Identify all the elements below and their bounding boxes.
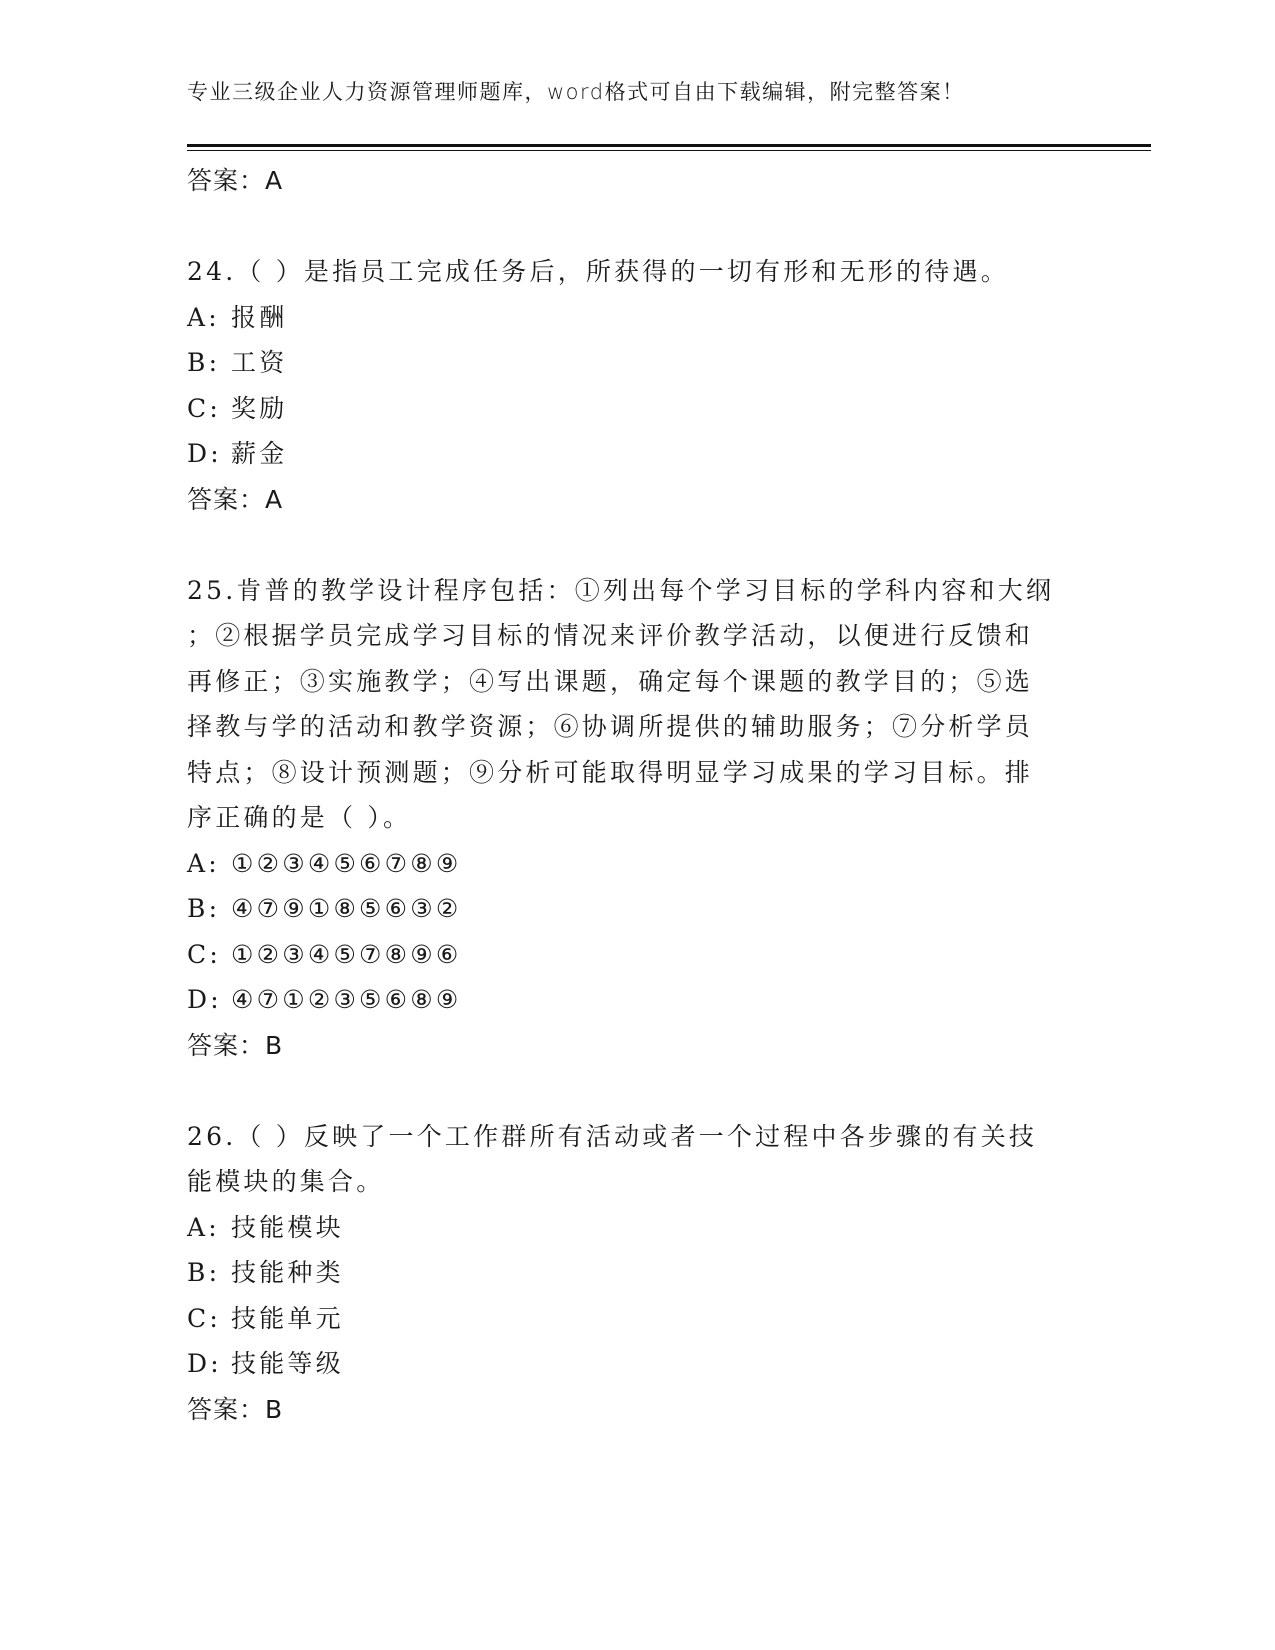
answer: 答案：B xyxy=(187,1394,284,1424)
option-label: B: xyxy=(187,348,221,377)
question-stem-line: 25.肯普的教学设计程序包括：①列出每个学习目标的学科内容和大纲 xyxy=(187,575,1055,605)
option-label: A: xyxy=(187,1212,220,1242)
option-b xyxy=(187,1250,1087,1296)
option-d xyxy=(187,431,1087,477)
option-text: 报酬 xyxy=(231,302,288,332)
option-text: 技能模块 xyxy=(231,1212,344,1242)
question-list xyxy=(187,158,1087,1432)
spacer xyxy=(187,204,1087,250)
question-stem-line: ；②根据学员完成学习目标的情况来评价教学活动，以便进行反馈和 xyxy=(187,621,1034,650)
option-text: ④⑦①②③⑤⑥⑧⑨ xyxy=(231,985,462,1014)
option-text: 奖励 xyxy=(231,393,288,423)
option-b xyxy=(187,886,1087,932)
answer: 答案：A xyxy=(187,484,284,514)
spacer xyxy=(187,1068,1087,1114)
question-stem: 24.（ ）是指员工完成任务后，所获得的一切有形和无形的待遇。 xyxy=(187,257,1009,286)
option-label: B: xyxy=(187,1258,221,1287)
option-c xyxy=(187,386,1087,432)
option-label: C: xyxy=(187,939,221,969)
option-label: D: xyxy=(187,1349,222,1378)
question-stem-line: 能模块的集合。 xyxy=(187,1167,385,1196)
question-stem-line: 序正确的是（ ）。 xyxy=(187,803,412,832)
question-24 xyxy=(187,249,1087,522)
option-b xyxy=(187,340,1087,386)
answer: 答案：B xyxy=(187,1030,284,1060)
option-label: C: xyxy=(187,393,221,423)
option-text: ①②③④⑤⑥⑦⑧⑨ xyxy=(231,848,462,878)
option-d xyxy=(187,977,1087,1023)
option-text: 技能种类 xyxy=(231,1258,344,1287)
question-stem-line: 择教与学的活动和教学资源；⑥协调所提供的辅助服务；⑦分析学员 xyxy=(187,712,1034,741)
option-d xyxy=(187,1341,1087,1387)
spacer xyxy=(187,522,1087,568)
option-text: 技能单元 xyxy=(231,1303,344,1333)
option-text: 薪金 xyxy=(231,439,288,468)
option-label: D: xyxy=(187,985,222,1014)
option-label: A: xyxy=(187,302,220,332)
header-rule-thick xyxy=(187,144,1151,147)
option-text: ④⑦⑨①⑧⑤⑥③② xyxy=(231,894,462,923)
option-a xyxy=(187,1205,1087,1251)
option-label: D: xyxy=(187,439,222,468)
option-label: A: xyxy=(187,848,220,878)
previous-answer: 答案：A xyxy=(187,166,284,195)
question-26 xyxy=(187,1114,1087,1433)
question-stem-line: 特点；⑧设计预测题；⑨分析可能取得明显学习成果的学习目标。排 xyxy=(187,757,1034,787)
option-text: 工资 xyxy=(231,348,288,377)
option-label: C: xyxy=(187,1303,221,1333)
question-stem-line: 再修正；③实施教学；④写出课题，确定每个课题的教学目的；⑤选 xyxy=(187,666,1034,696)
question-stem-line: 26.（ ）反映了一个工作群所有活动或者一个过程中各步骤的有关技 xyxy=(187,1121,1038,1151)
option-text: ①②③④⑤⑦⑧⑨⑥ xyxy=(231,939,462,969)
option-label: B: xyxy=(187,894,221,923)
page-header: 专业三级企业人力资源管理师题库，word格式可自由下载编辑，附完整答案！ xyxy=(187,80,965,104)
question-25 xyxy=(187,568,1087,1069)
header-rule-thin xyxy=(187,150,1151,151)
option-c xyxy=(187,932,1087,978)
option-a xyxy=(187,295,1087,341)
option-text: 技能等级 xyxy=(231,1349,344,1378)
option-c xyxy=(187,1296,1087,1342)
option-a xyxy=(187,841,1087,887)
